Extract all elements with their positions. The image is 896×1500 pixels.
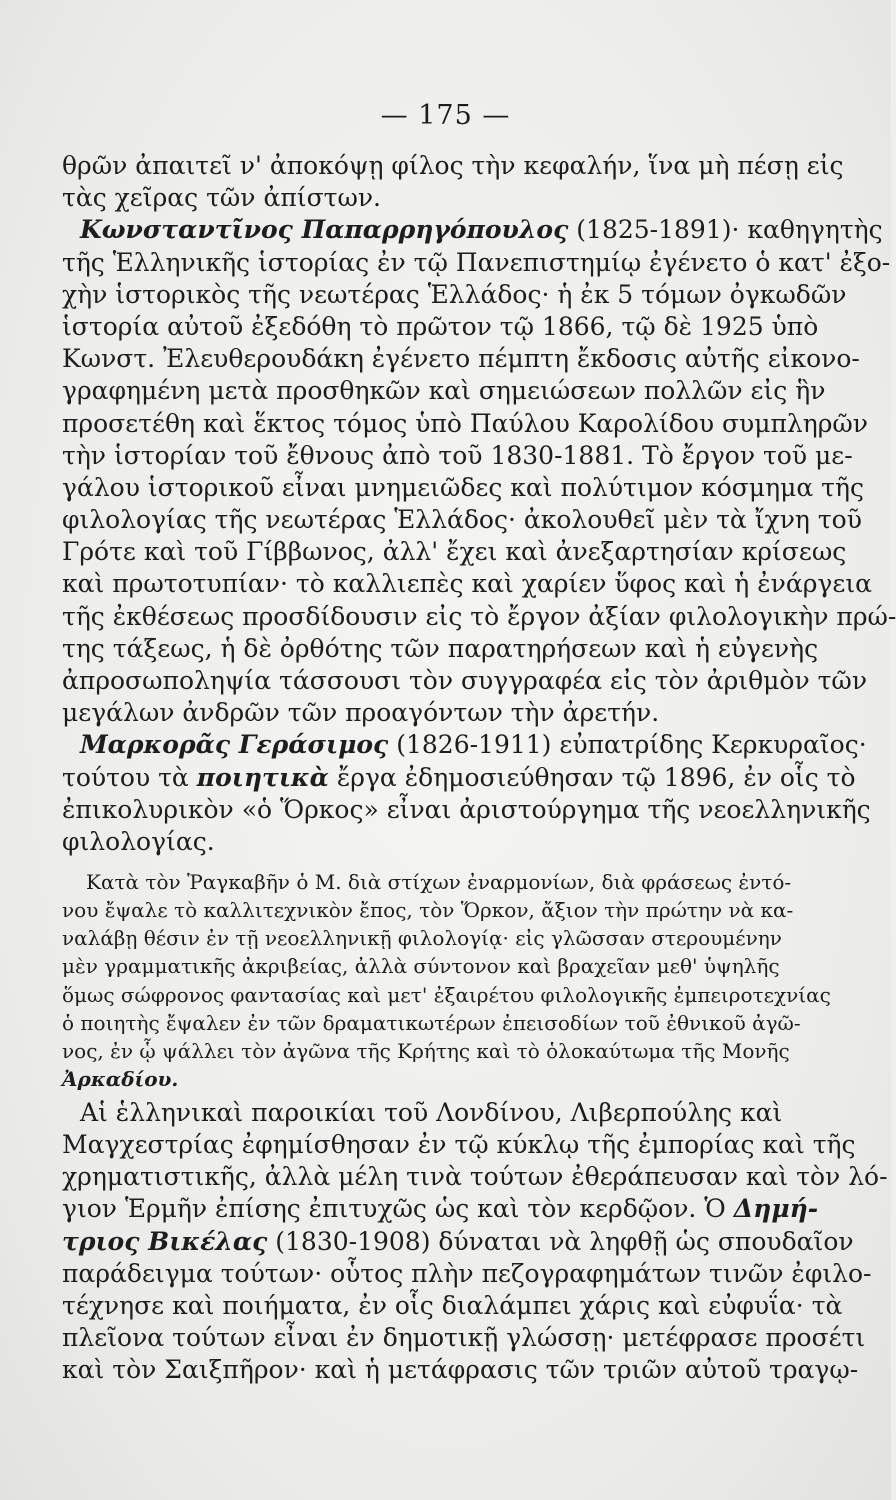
note-line: ναλάβῃ θέσιν ἐν τῇ νεοελληνικῇ φιλολογίᾳ· εἰς γλῶσσαν στερουμένην — [62, 926, 782, 951]
note-line: ὅμως σώφρονος φαντασίας καὶ μετ' ἐξαιρέτου φιλολογικῆς ἐμπειροτεχνίας — [62, 982, 831, 1007]
text-line: τῆς ἐκθέσεως προσδίδουσιν εἰς τὸ ἔργον ἀξίαν φιλολογικὴν πρώ- — [62, 601, 896, 631]
body-text — [62, 150, 896, 1387]
note-line — [62, 1065, 772, 1093]
note-line: νου ἔψαλε τὸ καλλιτεχνικὸν ἔπος, τὸν Ὅρκον, ἄξιον τὴν πρώτην νὰ κα- — [62, 898, 794, 923]
text-line: γιον Ἑρμῆν ἐπίσης ἐπιτυχῶς ὡς καὶ τὸν κερδῷον. Ὁ Δημή- — [62, 1194, 819, 1224]
text-line: τριος Βικέλας (1830-1908) δύναται νὰ ληφθῇ ὡς σπουδαῖον — [62, 1226, 854, 1256]
text-line: τούτου τὰ ποιητικὰ ἔργα ἐδημοσιεύθησαν τῷ 1896, ἐν οἷς τὸ — [62, 762, 856, 792]
emphasized-text: τριος Βικέλας — [62, 1226, 268, 1256]
text-line: τῆς Ἑλληνικῆς ἱστορίας ἐν τῷ Πανεπιστημίῳ ἐγένετο ὁ κατ' ἐξο- — [62, 247, 891, 277]
text-line: ἐπικολυρικὸν «ὁ Ὅρκος» εἶναι ἀριστούργημα τῆς νεοελληνικῆς — [62, 794, 871, 824]
text-line: χρηματιστικῆς, ἀλλὰ μέλη τινὰ τούτων ἐθεράπευσαν καὶ τὸν λό- — [62, 1162, 888, 1192]
footnote-block — [62, 868, 831, 1093]
text-line: παράδειγμα τούτων· οὗτος πλὴν πεζογραφημάτων τινῶν ἐφιλο- — [62, 1258, 872, 1288]
text-line: γραφημένη μετὰ προσθηκῶν καὶ σημειώσεων πολλῶν εἰς ἣν — [62, 376, 826, 406]
text-line: μεγάλων ἀνδρῶν τῶν προαγόντων τὴν ἀρετήν. — [62, 698, 660, 728]
text-line: γάλου ἱστορικοῦ εἶναι μνημειῶδες καὶ πολύτιμον κόσμημα τῆς — [62, 472, 864, 502]
paragraph-opening: Κωνσταντῖνος Παπαρρηγόπουλος (1825-1891)· καθηγητὴς — [80, 215, 883, 245]
text-line: καὶ τὸν Σαιξπῆρον· καὶ ἡ μετάφρασις τῶν τριῶν αὐτοῦ τραγῳ- — [62, 1355, 859, 1385]
text-line: φιλολογίας. — [62, 826, 215, 856]
text-line: Κωνστ. Ἐλευθερουδάκη ἐγένετο πέμπτη ἔκδοσις αὐτῆς εἰκονο- — [62, 344, 860, 374]
text-line: προσετέθη καὶ ἕκτος τόμος ὑπὸ Παύλου Καρολίδου συμπληρῶν — [62, 408, 869, 438]
text-line: της τάξεως, ἡ δὲ ὀρθότης τῶν παρατηρήσεων καὶ ἡ εὐγενὴς — [62, 633, 819, 663]
text-line: τὰς χεῖρας τῶν ἀπίστων. — [62, 183, 381, 213]
emphasized-text: ποιητικὰ — [196, 762, 329, 792]
note-line: ὁ ποιητὴς ἔψαλεν ἐν τῶν δραματικωτέρων ἐπεισοδίων τοῦ ἐθνικοῦ ἀγῶ- — [62, 1010, 801, 1035]
note-line: νος, ἐν ᾧ ψάλλει τὸν ἀγῶνα τῆς Κρήτης καὶ τὸ ὁλοκαύτωμα τῆς Μονῆς — [62, 1038, 790, 1063]
author-name: Κωνσταντῖνος Παπαρρηγόπουλος — [80, 215, 569, 245]
text-line: θρῶν ἀπαιτεῖ ν' ἀποκόψῃ φίλος τὴν κεφαλήν, ἵνα μὴ πέσῃ εἰς — [62, 151, 844, 180]
page-number: — 175 — — [380, 100, 511, 131]
text-line: τέχνησε καὶ ποιήματα, ἐν οἷς διαλάμπει χάρις καὶ εὐφυΐα· τὰ — [62, 1291, 843, 1320]
note-line: Κατὰ τὸν Ῥαγκαβῆν ὁ Μ. διὰ στίχων ἐναρμονίων, διὰ φράσεως ἐντό- — [86, 870, 792, 895]
text-line: Μαγχεστρίας ἐφημίσθησαν ἐν τῷ κύκλῳ τῆς ἐμπορίας καὶ τῆς — [62, 1130, 856, 1160]
author-name: Μαρκορᾶς Γεράσιμος — [80, 730, 389, 760]
note-line: μὲν γραμματικῆς ἀκριβείας, ἀλλὰ σύντονον καὶ βραχεῖαν μεθ' ὑψηλῆς — [62, 954, 780, 979]
paragraph-opening: Μαρκορᾶς Γεράσιμος (1826-1911) εὐπατρίδης Κερκυραῖος· — [80, 730, 867, 760]
text-line: ἱστορία αὐτοῦ ἐξεδόθη τὸ πρῶτον τῷ 1866, τῷ δὲ 1925 ὑπὸ — [62, 311, 819, 341]
text-line: Αἱ ἑλληνικαὶ παροικίαι τοῦ Λονδίνου, Λιβερπούλης καὶ — [80, 1097, 783, 1127]
text-line: Γρότε καὶ τοῦ Γίββωνος, ἀλλ' ἔχει καὶ ἀνεξαρτησίαν κρίσεως — [62, 537, 847, 567]
text-line: ἀπροσωποληψία τάσσουσι τὸν συγγραφέα εἰς τὸν ἀριθμὸν τῶν — [62, 666, 868, 695]
text-line: τὴν ἱστορίαν τοῦ ἔθνους ἀπὸ τοῦ 1830-1881. Τὸ ἔργον τοῦ με- — [62, 440, 853, 470]
monastery-name: Ἀρκαδίου. — [62, 1066, 179, 1091]
text-line: καὶ πρωτοτυπίαν· τὸ καλλιεπὲς καὶ χαρίεν ὕφος καὶ ἡ ἐνάργεια — [62, 569, 872, 599]
text-line: φιλολογίας τῆς νεωτέρας Ἑλλάδος· ἀκολουθεῖ μὲν τὰ ἴχνη τοῦ — [62, 505, 862, 535]
text-line: χὴν ἱστορικὸς τῆς νεωτέρας Ἑλλάδος· ἡ ἐκ 5 τόμων ὀγκωδῶν — [62, 279, 847, 309]
emphasized-text: Δημή- — [733, 1194, 819, 1224]
text-line: πλεῖονα τούτων εἶναι ἐν δημοτικῇ γλώσσῃ· μετέφρασε προσέτι — [62, 1323, 866, 1353]
